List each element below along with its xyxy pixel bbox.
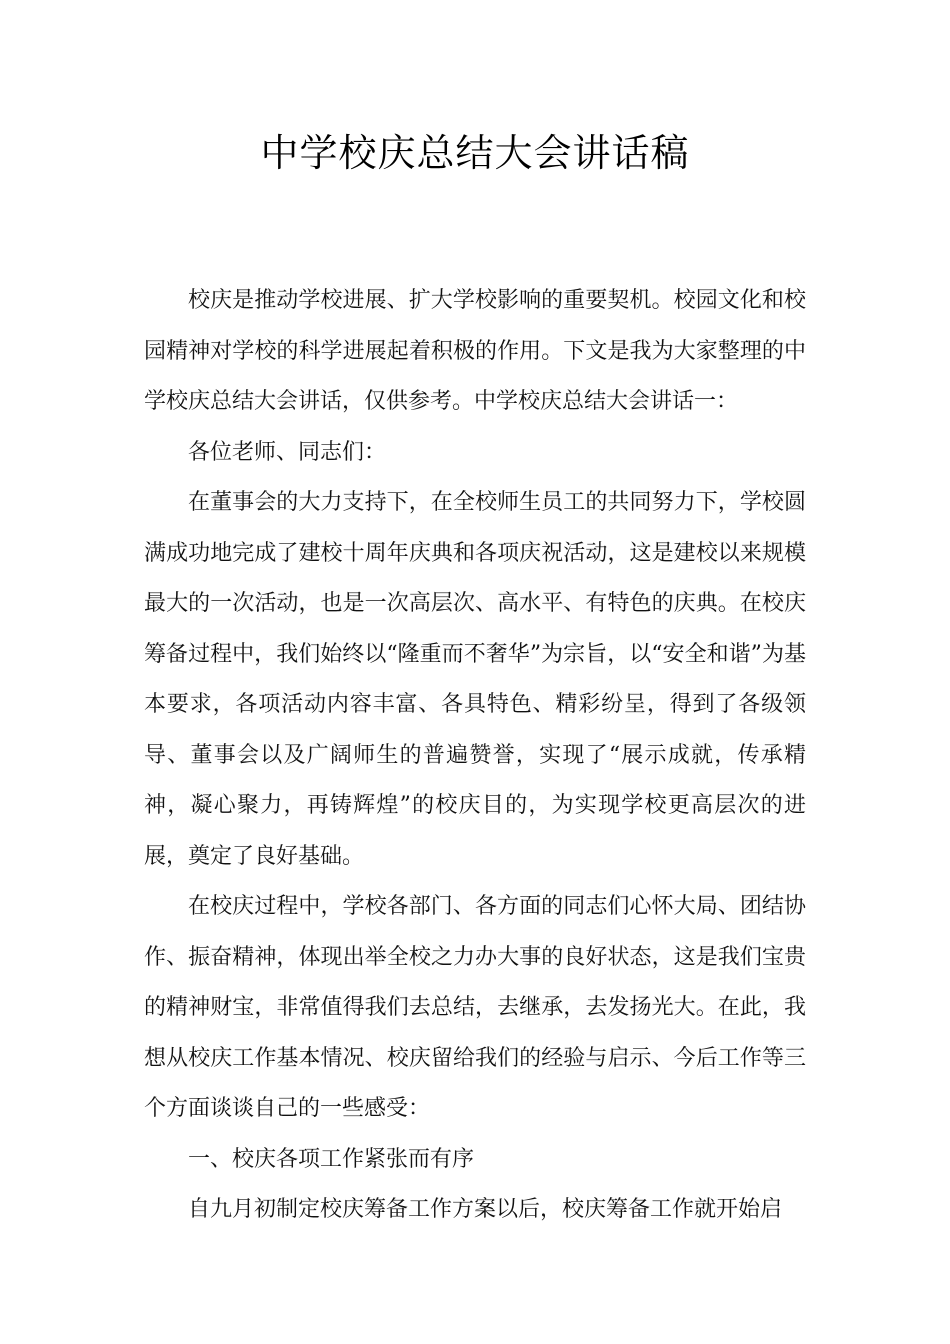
body-paragraph: 自九月初制定校庆筹备工作方案以后，校庆筹备工作就开始启 [188,1197,783,1222]
intro-paragraph: 校庆是推动学校进展、扩大学校影响的重要契机。校园文化和校园精神对学校的科学进展起着积极的作用。下文是我为大家整理的中学校庆总结大会讲话，仅供参考。中学校庆总结大会讲话一： [144,288,806,414]
section-heading: 一、校庆各项工作紧张而有序 [188,1146,475,1172]
document-title: 中学校庆总结大会讲话稿 [260,131,690,175]
document-body [144,276,806,1236]
body-paragraph: 在董事会的大力支持下，在全校师生员工的共同努力下，学校圆满成功地完成了建校十周年庆典和各项庆祝活动，这是建校以来规模最大的一次活动，也是一次高层次、高水平、有特色的庆典。在校庆筹备过程中，我们始终以“隆重而不奢华”为宗旨，以“安全和谐”为基本要求，各项活动内容丰富、各具特色、精彩纷呈，得到了各级领导、董事会以及广阔师生的普遍赞誉，实现了“展示成就，传承精神，凝心聚力，再铸辉煌”的校庆目的，为实现学校更高层次的进展，奠定了良好基础。 [144,490,806,869]
salutation: 各位老师、同志们： [188,439,387,465]
body-paragraph: 在校庆过程中，学校各部门、各方面的同志们心怀大局、团结协作、振奋精神，体现出举全校之力办大事的良好状态，这是我们宝贵的精神财宝，非常值得我们去总结，去继承，去发扬光大。在此，我想从校庆工作基本情况、校庆留给我们的经验与启示、今后工作等三个方面谈谈自己的一些感受： [144,894,806,1121]
